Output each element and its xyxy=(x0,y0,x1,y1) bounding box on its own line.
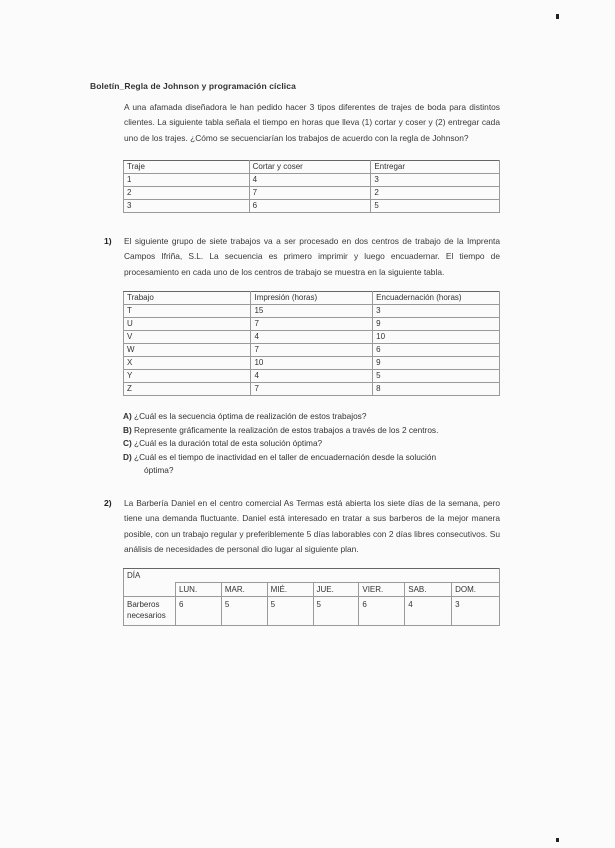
exercise-2-statement: La Barbería Daniel en el centro comercial As Termas está abierta los siete días de la semana, pero tiene una demanda fluctuante. Daniel está interesado en tratar a sus barberos de la mejor manera posible, con un trabajo regular y preferiblemente 5 días laborables con 2 días libres consecutivos. Su análisis de necesidades de personal dio lugar al siguiente plan. xyxy=(124,498,500,554)
table-cell: 10 xyxy=(251,357,373,370)
table-cell: 4 xyxy=(251,331,373,344)
table-header: Impresión (horas) xyxy=(251,292,373,305)
table-header-row xyxy=(124,161,500,174)
table-header: Entregar xyxy=(371,161,500,174)
question-text: ¿Cuál es la secuencia óptima de realización de estos trabajos? xyxy=(134,411,367,421)
table-cell: 4 xyxy=(405,597,452,626)
scan-speck xyxy=(556,838,559,842)
table-cell: 7 xyxy=(251,383,373,396)
table-header xyxy=(124,583,176,597)
table-row-label: Barberos necesarios xyxy=(124,597,176,626)
table-header: JUE. xyxy=(313,583,359,597)
trajes-table xyxy=(123,160,500,213)
table-row xyxy=(124,318,500,331)
table-cell: 3 xyxy=(124,200,250,213)
table-cell: 6 xyxy=(175,597,221,626)
table-cell: Y xyxy=(124,370,251,383)
table-cell: 6 xyxy=(373,344,500,357)
table-cell: 15 xyxy=(251,305,373,318)
table-cell: W xyxy=(124,344,251,357)
question-text: ¿Cuál es la duración total de esta solución óptima? xyxy=(134,438,323,449)
table-row xyxy=(124,305,500,318)
table-cell: 4 xyxy=(251,370,373,383)
table-row xyxy=(124,200,500,213)
table-row xyxy=(124,344,500,357)
question-item xyxy=(123,424,503,438)
table-cell: T xyxy=(124,305,251,318)
question-item xyxy=(123,410,503,424)
table-cell: 4 xyxy=(249,174,371,187)
table-header: VIER. xyxy=(359,583,405,597)
table-header: Traje xyxy=(124,161,250,174)
table-header: DÍA xyxy=(124,569,500,583)
question-item xyxy=(123,451,503,465)
table-header: Trabajo xyxy=(124,292,251,305)
table-cell: 6 xyxy=(359,597,405,626)
question-text: Represente gráficamente la realización de estos trabajos a través de los 2 centros. xyxy=(134,424,439,435)
question-text: ¿Cuál es el tiempo de inactividad en el taller de encuadernación desde la solución xyxy=(134,451,437,462)
table-cell: 2 xyxy=(371,187,500,200)
table-cell: 5 xyxy=(221,597,267,626)
trabajos-table xyxy=(123,291,500,396)
table-cell: 7 xyxy=(251,344,373,357)
table-row xyxy=(124,331,500,344)
table-cell: Z xyxy=(124,383,251,396)
table-cell: V xyxy=(124,331,251,344)
table-header: MAR. xyxy=(221,583,267,597)
question-key: D) xyxy=(123,451,132,462)
table-header-row xyxy=(124,569,500,583)
table-cell: 3 xyxy=(371,174,500,187)
table-header: LUN. xyxy=(175,583,221,597)
table-cell: 3 xyxy=(452,597,500,626)
table-row xyxy=(124,370,500,383)
table-cell: 5 xyxy=(371,200,500,213)
table-row xyxy=(124,597,500,626)
question-item xyxy=(123,437,503,451)
table-cell: 7 xyxy=(251,318,373,331)
table-header: Encuadernación (horas) xyxy=(373,292,500,305)
table-cell: 10 xyxy=(373,331,500,344)
table-row xyxy=(124,187,500,200)
table-cell: 6 xyxy=(249,200,371,213)
scan-speck xyxy=(556,14,559,19)
table-cell: 7 xyxy=(249,187,371,200)
table-row xyxy=(124,357,500,370)
table-cell: 5 xyxy=(267,597,313,626)
table-cell: 9 xyxy=(373,357,500,370)
question-continuation: óptima? xyxy=(144,465,174,476)
table-cell: 1 xyxy=(124,174,250,187)
intro-paragraph: A una afamada diseñadora le han pedido hacer 3 tipos diferentes de trajes de boda para distintos clientes. La siguiente tabla señala el tiempo en horas que lleva (1) cortar y coser y (2) entregar cada uno de los trajes. ¿Cómo se secuenciarían los trabajos de acuerdo con la regla de Johnson? xyxy=(124,102,500,143)
exercise-1-statement: El siguiente grupo de siete trabajos va a ser procesado en dos centros de trabajo de la Imprenta Campos Ifriña, S.L. La secuencia es primero imprimir y luego encuadernar. El tiempo de procesamiento en cada uno de los centros de trabajo se muestra en la siguiente tabla. xyxy=(124,236,500,277)
question-key: C) xyxy=(123,438,132,449)
table-header-row xyxy=(124,292,500,305)
table-header: SAB. xyxy=(405,583,452,597)
page-title: Boletín_Regla de Johnson y programación cíclica xyxy=(90,81,296,91)
table-row xyxy=(124,383,500,396)
table-cell: 2 xyxy=(124,187,250,200)
table-row xyxy=(124,174,500,187)
table-cell: 5 xyxy=(373,370,500,383)
barberos-table xyxy=(123,568,500,626)
questions-list xyxy=(123,410,503,478)
table-header: DOM. xyxy=(452,583,500,597)
table-header: Cortar y coser xyxy=(249,161,371,174)
question-key: A) xyxy=(123,411,132,421)
question-key: B) xyxy=(123,424,132,435)
table-header: MIÉ. xyxy=(267,583,313,597)
table-cell: 3 xyxy=(373,305,500,318)
table-cell: 8 xyxy=(373,383,500,396)
exercise-number: 1) xyxy=(104,236,112,246)
table-cell: 9 xyxy=(373,318,500,331)
table-cell: U xyxy=(124,318,251,331)
table-header-row xyxy=(124,583,500,597)
table-cell: 5 xyxy=(313,597,359,626)
table-cell: X xyxy=(124,357,251,370)
exercise-number: 2) xyxy=(104,498,112,508)
